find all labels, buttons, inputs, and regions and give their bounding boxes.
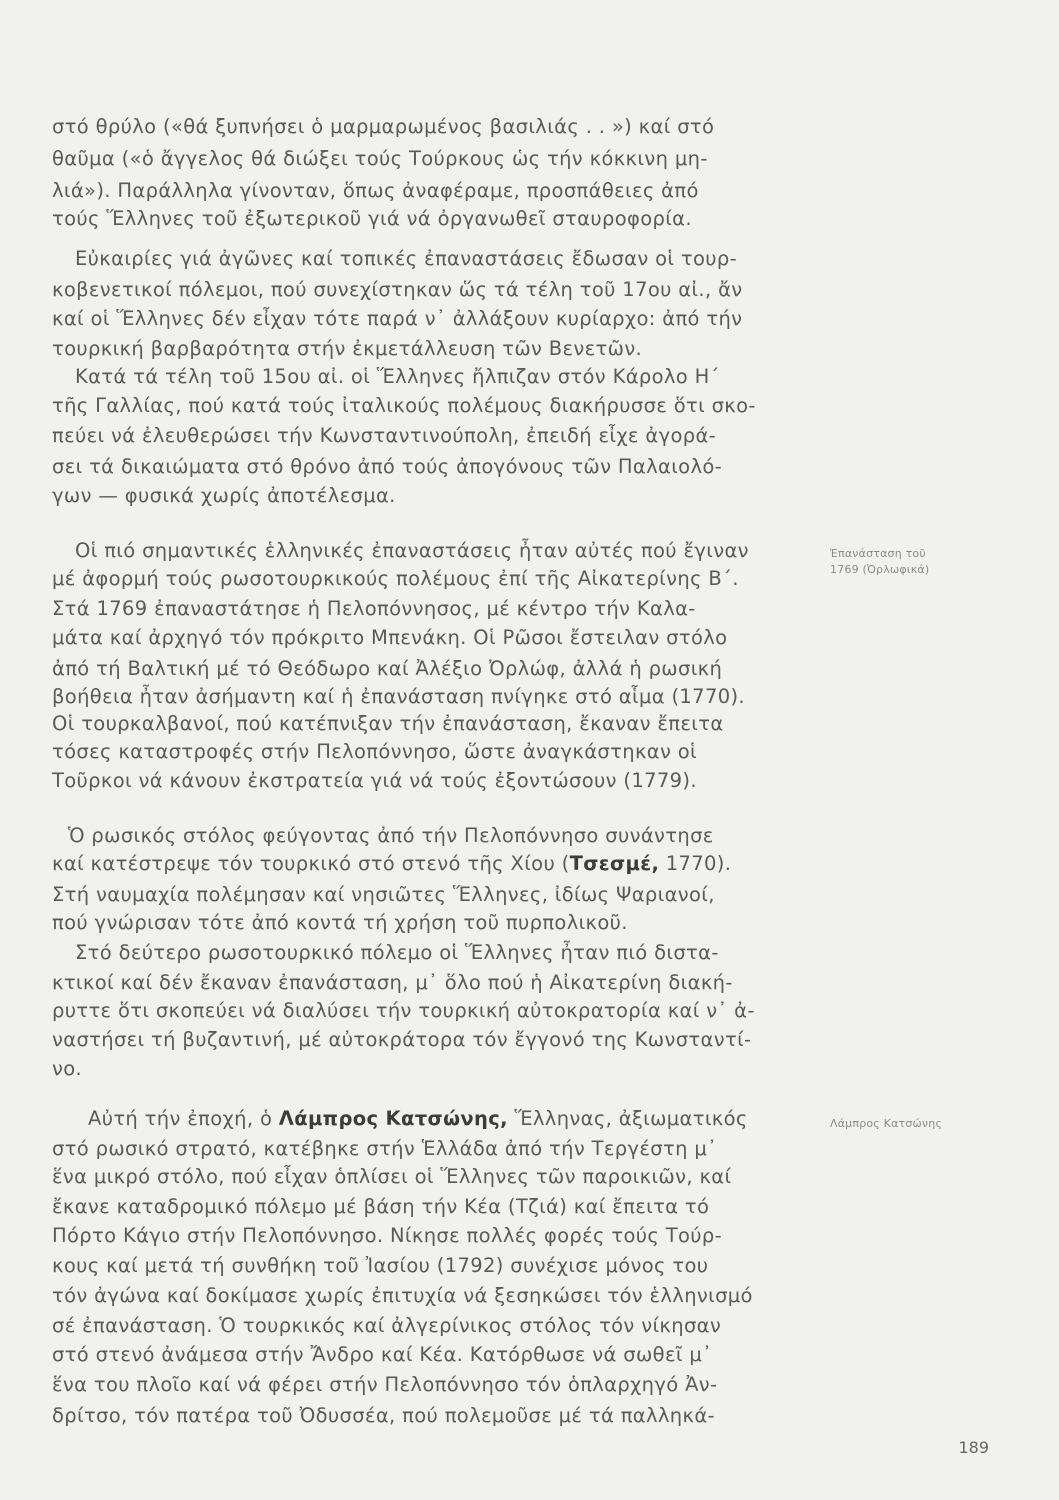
text-line: ναστήσει τή βυζαντινή, μέ αὐτοκράτορα τόν ἔγγονό της Κωνσταντί- [52, 1028, 752, 1051]
text-line: βοήθεια ἦταν ἀσήμαντη καί ἡ ἐπανάσταση πνίγηκε στό αἷμα (1770). [52, 685, 745, 708]
text-line: κοβενετικοί πόλεμοι, πού συνεχίστηκαν ὥς τά τέλη τοῦ 17ου αἰ., ἄν [52, 278, 743, 301]
text-line: τόσες καταστροφές στήν Πελοπόννησο, ὥστε ἀναγκάστηκαν οἱ [52, 740, 698, 763]
text-line: νο. [52, 1057, 83, 1080]
text-line: ἕνα του πλοῖο καί νά φέρει στήν Πελοπόννησο τόν ὁπλαρχηγό Ἀν- [52, 1373, 718, 1396]
text-line: Στή ναυμαχία πολέμησαν καί νησιῶτες Ἕλληνες, ἰδίως Ψαριανοί, [52, 883, 715, 906]
text-fragment: Ἕλληνας, ἀξιωματικός [507, 1107, 748, 1130]
text-line: στό ρωσικό στρατό, κατέβηκε στήν Ἑλλάδα ἀπό τήν Τεργέστη μ᾽ [52, 1137, 718, 1160]
text-line: δρίτσο, τόν πατέρα τοῦ Ὀδυσσέα, πού πολεμοῦσε μέ τά παλληκά- [52, 1404, 715, 1427]
text-line: Πόρτο Κάγιο στήν Πελοπόννησο. Νίκησε πολλές φορές τούς Τούρ- [52, 1224, 723, 1247]
text-line: Κατά τά τέλη τοῦ 15ου αἰ. οἱ Ἕλληνες ἤλπιζαν στόν Κάρολο Η´ [75, 365, 720, 388]
text-line: καί οἱ Ἕλληνες δέν εἶχαν τότε παρά ν᾽ ἀλλάξουν κυρίαρχο: ἀπό τήν [52, 307, 743, 330]
text-line: Τοῦρκοι νά κάνουν ἐκστρατεία γιά νά τούς ἐξοντώσουν (1779). [52, 769, 697, 792]
text-line: σέ ἐπανάσταση. Ὁ τουρκικός καί ἀλγερίνικος στόλος τόν νίκησαν [52, 1314, 722, 1337]
text-line: μέ ἀφορμή τούς ρωσοτουρκικούς πολέμους ἐπί τῆς Αἰκατερίνης Β´. [52, 567, 739, 590]
text-line: πεύει νά ἐλευθερώσει τήν Κωνσταντινούπολη, ἐπειδή εἶχε ἀγορά- [52, 424, 717, 447]
margin-note-line: Λάμπρος Κατσώνης [830, 1117, 943, 1130]
text-line: Στό δεύτερο ρωσοτουρκικό πόλεμο οἱ Ἕλληνες ἦταν πιό διστα- [75, 941, 719, 964]
text-line: πού γνώρισαν τότε ἀπό κοντά τή χρήση τοῦ πυρπολικοῦ. [52, 911, 628, 934]
margin-note-line: Ἐπανάσταση τοῦ [830, 547, 926, 560]
text-line: τῆς Γαλλίας, πού κατά τούς ἰταλικούς πολέμους διακήρυσσε ὅτι σκο- [52, 394, 756, 417]
text-fragment: 1770). [659, 852, 732, 875]
page-number: 189 [958, 1438, 989, 1457]
text-line: θαῦμα («ὁ ἄγγελος θά διώξει τούς Τούρκους ὡς τήν κόκκινη μη- [52, 147, 708, 170]
bold-term-katsonis: Λάμπρος Κατσώνης, [278, 1107, 508, 1130]
text-line: Εὐκαιρίες γιά ἀγῶνες καί τοπικές ἐπαναστάσεις ἔδωσαν οἱ τουρ- [75, 247, 738, 270]
text-fragment: Αὐτή τήν ἐποχή, ὁ [88, 1107, 279, 1130]
margin-note-katsonis [830, 1116, 1030, 1132]
margin-note-revolution-1769 [830, 546, 1030, 578]
text-line: ἕνα μικρό στόλο, πού εἶχαν ὁπλίσει οἱ Ἕλληνες τῶν παροικιῶν, καί [52, 1165, 732, 1188]
text-line: ρυττε ὅτι σκοπεύει νά διαλύσει τήν τουρκική αὐτοκρατορία καί ν᾽ ἀ- [52, 999, 755, 1022]
text-line: σει τά δικαιώματα στό θρόνο ἀπό τούς ἀπογόνους τῶν Παλαιολό- [52, 455, 723, 478]
text-line: κτικοί καί δέν ἔκαναν ἐπανάσταση, μ᾽ ὅλο πού ἡ Αἰκατερίνη διακή- [52, 971, 733, 994]
text-line: στό στενό ἀνάμεσα στήν Ἄνδρο καί Κέα. Κατόρθωσε νά σωθεῖ μ᾽ [52, 1343, 713, 1366]
text-line: κους καί μετά τή συνθήκη τοῦ Ἰασίου (1792) συνέχισε μόνος του [52, 1254, 709, 1277]
text-line: Οἱ πιό σημαντικές ἑλληνικές ἐπαναστάσεις ἦταν αὐτές πού ἔγιναν [75, 539, 749, 562]
text-line: Ὁ ρωσικός στόλος φεύγοντας ἀπό τήν Πελοπόννησο συνάντησε [68, 824, 714, 847]
bold-term-tsesme: Τσεσμέ, [569, 852, 660, 875]
text-line: Οἱ τουρκαλβανοί, πού κατέπνιξαν τήν ἐπανάσταση, ἔκαναν ἔπειτα [52, 712, 724, 735]
text-line: Στά 1769 ἐπαναστάτησε ἡ Πελοπόννησος, μέ κέντρο τήν Καλα- [52, 597, 696, 620]
text-line: στό θρύλο («θά ξυπνήσει ὁ μαρμαρωμένος βασιλιάς . . ») καί στό [52, 115, 715, 138]
text-line: τούς Ἕλληνες τοῦ ἐξωτερικοῦ γιά νά ὀργανωθεῖ σταυροφορία. [52, 207, 692, 230]
margin-note-line: 1769 (Ὀρλωφικά) [830, 563, 930, 576]
text-line: λιά»). Παράλληλα γίνονταν, ὅπως ἀναφέραμε, προσπάθειες ἀπό [52, 179, 699, 202]
text-line [52, 851, 812, 877]
text-line: γων — φυσικά χωρίς ἀποτέλεσμα. [52, 484, 396, 507]
text-line: τουρκική βαρβαρότητα στήν ἐκμετάλλευση τῶν Βενετῶν. [52, 337, 643, 360]
text-line: ἀπό τή Βαλτική μέ τό Θεόδωρο καί Ἀλέξιο Ὀρλώφ, ἀλλά ἡ ρωσική [52, 657, 723, 680]
text-fragment: καί κατέστρεψε τόν τουρκικό στό στενό τῆς Χίου ( [52, 852, 570, 875]
text-line: ἔκανε καταδρομικό πόλεμο μέ βάση τήν Κέα (Τζιά) καί ἔπειτα τό [52, 1195, 710, 1218]
text-line: τόν ἀγώνα καί δοκίμασε χωρίς ἐπιτυχία νά ξεσηκώσει τόν ἑλληνισμό [52, 1284, 753, 1307]
text-line: μάτα καί ἀρχηγό τόν πρόκριτο Μπενάκη. Οἱ Ρῶσοι ἔστειλαν στόλο [52, 626, 728, 649]
text-line [88, 1106, 848, 1132]
